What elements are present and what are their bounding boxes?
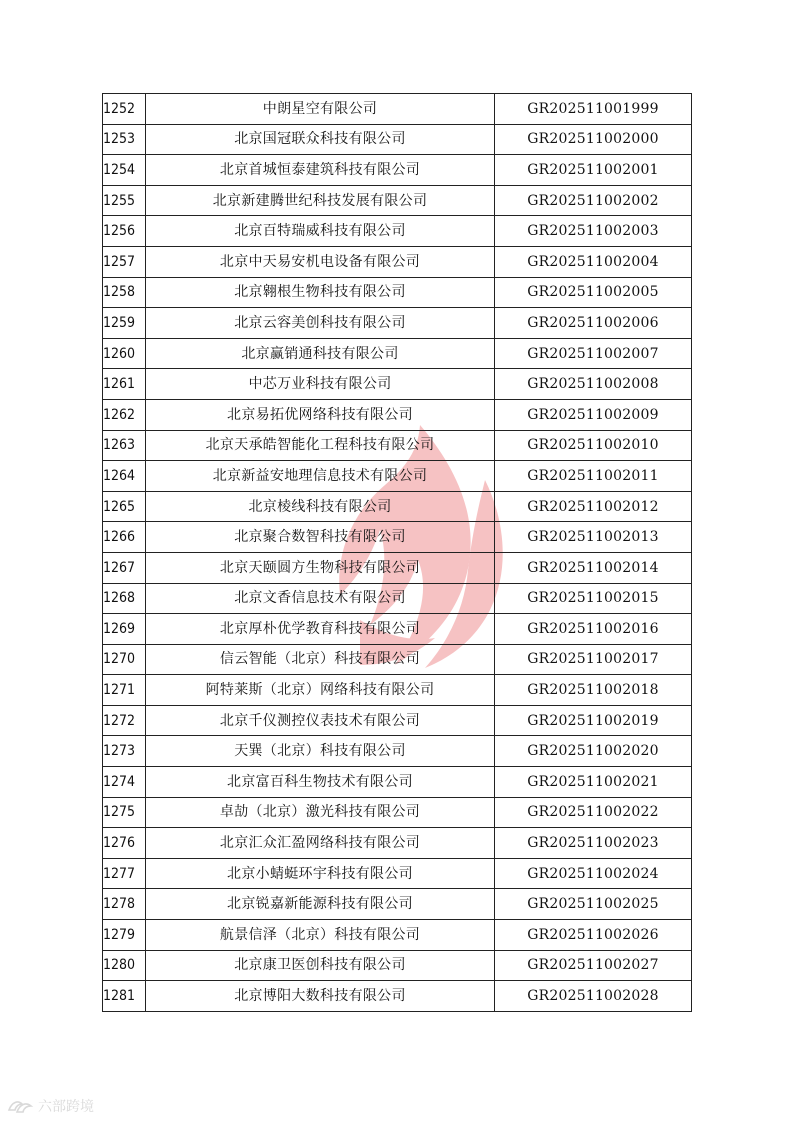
footer-brand-label: 六部跨境	[38, 1099, 94, 1115]
certificate-code-cell: GR202511002026	[495, 920, 692, 951]
company-name-cell: 中芯万业科技有限公司	[146, 369, 495, 400]
company-name-cell: 北京天承皓智能化工程科技有限公司	[146, 430, 495, 461]
table-row	[103, 920, 692, 951]
certificate-code-cell: GR202511002028	[495, 981, 692, 1012]
certificate-code-cell: GR202511002011	[495, 461, 692, 492]
company-name-cell: 北京新益安地理信息技术有限公司	[146, 461, 495, 492]
certificate-code-cell: GR202511002014	[495, 552, 692, 583]
certificate-code-cell: GR202511002023	[495, 828, 692, 859]
table-row	[103, 185, 692, 216]
table-row	[103, 491, 692, 522]
company-name-cell: 天巽（北京）科技有限公司	[146, 736, 495, 767]
row-number-cell: 1272	[103, 705, 146, 736]
row-number-cell: 1268	[103, 583, 146, 614]
row-number-cell: 1254	[103, 155, 146, 186]
table-row	[103, 552, 692, 583]
company-name-cell: 航景信泽（北京）科技有限公司	[146, 920, 495, 951]
row-number-cell: 1258	[103, 277, 146, 308]
certificate-code-cell: GR202511002012	[495, 491, 692, 522]
certificate-code-cell: GR202511002004	[495, 246, 692, 277]
row-number-cell: 1271	[103, 675, 146, 706]
certificate-code-cell: GR202511002005	[495, 277, 692, 308]
row-number-cell: 1280	[103, 950, 146, 981]
row-number-cell: 1266	[103, 522, 146, 553]
company-name-cell: 北京聚合数智科技有限公司	[146, 522, 495, 553]
company-name-cell: 北京翱根生物科技有限公司	[146, 277, 495, 308]
certificate-code-cell: GR202511002008	[495, 369, 692, 400]
company-name-cell: 北京博阳大数科技有限公司	[146, 981, 495, 1012]
table-row	[103, 767, 692, 798]
company-name-cell: 中朗星空有限公司	[146, 94, 495, 125]
company-name-cell: 北京中天易安机电设备有限公司	[146, 246, 495, 277]
certificate-code-cell: GR202511002010	[495, 430, 692, 461]
certificate-code-cell: GR202511002002	[495, 185, 692, 216]
company-name-cell: 北京天颐圆方生物科技有限公司	[146, 552, 495, 583]
row-number-cell: 1255	[103, 185, 146, 216]
table-row	[103, 308, 692, 339]
row-number-cell: 1278	[103, 889, 146, 920]
table-row	[103, 583, 692, 614]
certificate-code-cell: GR202511002019	[495, 705, 692, 736]
certificate-code-cell: GR202511002025	[495, 889, 692, 920]
certificate-code-cell: GR202511002009	[495, 399, 692, 430]
table-row	[103, 644, 692, 675]
row-number-cell: 1270	[103, 644, 146, 675]
table-row	[103, 522, 692, 553]
table-row	[103, 675, 692, 706]
company-name-cell: 阿特莱斯（北京）网络科技有限公司	[146, 675, 495, 706]
certificate-code-cell: GR202511002015	[495, 583, 692, 614]
row-number-cell: 1265	[103, 491, 146, 522]
company-name-cell: 北京厚朴优学教育科技有限公司	[146, 614, 495, 645]
row-number-cell: 1259	[103, 308, 146, 339]
row-number-cell: 1253	[103, 124, 146, 155]
company-name-cell: 北京国冠联众科技有限公司	[146, 124, 495, 155]
company-name-cell: 北京文香信息技术有限公司	[146, 583, 495, 614]
certificate-code-cell: GR202511002022	[495, 797, 692, 828]
company-table	[102, 93, 692, 1012]
table-row	[103, 155, 692, 186]
table-row	[103, 461, 692, 492]
table-row	[103, 216, 692, 247]
row-number-cell: 1260	[103, 338, 146, 369]
certificate-code-cell: GR202511002016	[495, 614, 692, 645]
company-name-cell: 信云智能（北京）科技有限公司	[146, 644, 495, 675]
table-row	[103, 889, 692, 920]
footer-brand	[6, 1095, 94, 1117]
company-name-cell: 北京赢销通科技有限公司	[146, 338, 495, 369]
table-row	[103, 246, 692, 277]
certificate-code-cell: GR202511002006	[495, 308, 692, 339]
table-row	[103, 277, 692, 308]
table-row	[103, 950, 692, 981]
table-row	[103, 614, 692, 645]
row-number-cell: 1274	[103, 767, 146, 798]
certificate-code-cell: GR202511002024	[495, 858, 692, 889]
certificate-code-cell: GR202511002020	[495, 736, 692, 767]
row-number-cell: 1267	[103, 552, 146, 583]
row-number-cell: 1261	[103, 369, 146, 400]
company-name-cell: 卓劼（北京）激光科技有限公司	[146, 797, 495, 828]
certificate-code-cell: GR202511002007	[495, 338, 692, 369]
brand-logo-icon	[6, 1096, 34, 1116]
company-name-cell: 北京新建腾世纪科技发展有限公司	[146, 185, 495, 216]
company-name-cell: 北京小蜻蜓环宇科技有限公司	[146, 858, 495, 889]
table-row	[103, 94, 692, 125]
table-row	[103, 858, 692, 889]
certificate-code-cell: GR202511002000	[495, 124, 692, 155]
table-row	[103, 981, 692, 1012]
row-number-cell: 1273	[103, 736, 146, 767]
company-name-cell: 北京首城恒泰建筑科技有限公司	[146, 155, 495, 186]
table-row	[103, 705, 692, 736]
certificate-code-cell: GR202511002017	[495, 644, 692, 675]
table-row	[103, 736, 692, 767]
row-number-cell: 1279	[103, 920, 146, 951]
table-row	[103, 797, 692, 828]
company-name-cell: 北京百特瑞威科技有限公司	[146, 216, 495, 247]
table-row	[103, 369, 692, 400]
row-number-cell: 1281	[103, 981, 146, 1012]
certificate-code-cell: GR202511002018	[495, 675, 692, 706]
certificate-code-cell: GR202511002021	[495, 767, 692, 798]
company-table-body	[103, 94, 692, 1012]
company-name-cell: 北京棱线科技有限公司	[146, 491, 495, 522]
company-name-cell: 北京富百科生物技术有限公司	[146, 767, 495, 798]
company-name-cell: 北京汇众汇盈网络科技有限公司	[146, 828, 495, 859]
row-number-cell: 1263	[103, 430, 146, 461]
row-number-cell: 1276	[103, 828, 146, 859]
certificate-code-cell: GR202511002027	[495, 950, 692, 981]
row-number-cell: 1262	[103, 399, 146, 430]
row-number-cell: 1277	[103, 858, 146, 889]
company-name-cell: 北京千仪测控仪表技术有限公司	[146, 705, 495, 736]
table-row	[103, 399, 692, 430]
row-number-cell: 1275	[103, 797, 146, 828]
row-number-cell: 1257	[103, 246, 146, 277]
certificate-code-cell: GR202511002013	[495, 522, 692, 553]
table-row	[103, 124, 692, 155]
row-number-cell: 1269	[103, 614, 146, 645]
company-name-cell: 北京康卫医创科技有限公司	[146, 950, 495, 981]
company-name-cell: 北京云容美创科技有限公司	[146, 308, 495, 339]
certificate-code-cell: GR202511002001	[495, 155, 692, 186]
table-row	[103, 828, 692, 859]
certificate-code-cell: GR202511001999	[495, 94, 692, 125]
company-name-cell: 北京易拓优网络科技有限公司	[146, 399, 495, 430]
row-number-cell: 1264	[103, 461, 146, 492]
table-row	[103, 338, 692, 369]
company-name-cell: 北京锐嘉新能源科技有限公司	[146, 889, 495, 920]
certificate-code-cell: GR202511002003	[495, 216, 692, 247]
row-number-cell: 1256	[103, 216, 146, 247]
row-number-cell: 1252	[103, 94, 146, 125]
table-row	[103, 430, 692, 461]
